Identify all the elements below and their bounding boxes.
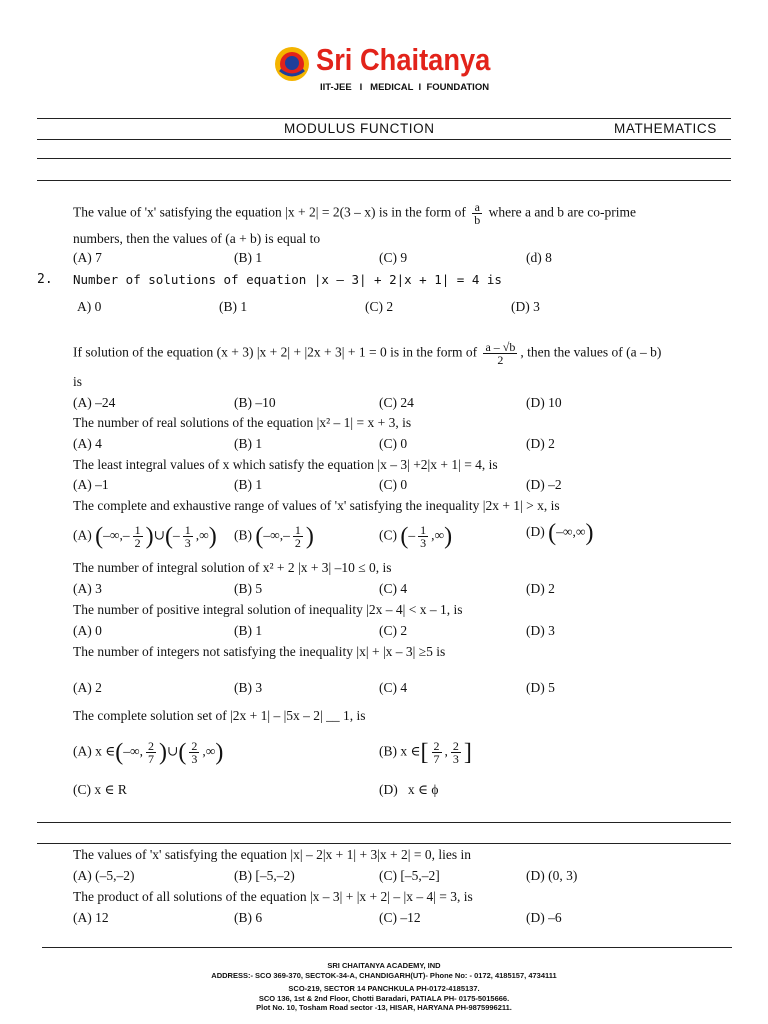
question-8: The number of positive integral solution of inequality |2x – 4| < x – 1, is: [73, 602, 463, 617]
q10-option-b[interactable]: (B) x ∈[ $\frac{2}{7}$ , $\frac{2}{3}$ ]: [379, 739, 472, 766]
q1-option-d[interactable]: (d) 8: [526, 250, 552, 265]
header-rule-1: [37, 158, 731, 159]
q7-option-a[interactable]: (A) 3: [73, 581, 102, 596]
q2-option-d[interactable]: (D) 3: [511, 299, 540, 314]
question-1: The value of 'x' satisfying the equation |x + 2| = 2(3 – x) is in the form of $\frac{a}{b}$ where a and b are co-prime: [73, 200, 636, 227]
fraction-a-b: $\frac{a}{b}$: [474, 200, 481, 227]
q3-option-d[interactable]: (D) 10: [526, 395, 562, 410]
header-rule-2: [37, 180, 731, 181]
q2-option-c[interactable]: (C) 2: [365, 299, 394, 314]
q6-option-c[interactable]: (C) (– $\frac{1}{3}$ ,∞): [379, 523, 453, 550]
header-rule-top: [37, 118, 731, 119]
q7-option-d[interactable]: (D) 2: [526, 581, 555, 596]
brand-name: Sri Chaitanya: [316, 42, 491, 77]
question-12: The product of all solutions of the equation |x – 3| + |x + 2| – |x – 4| = 3, is: [73, 889, 473, 904]
q10-option-a[interactable]: (A) x ∈(–∞, $\frac{2}{7}$ )∪( $\frac{2}{3}$ ,∞): [73, 739, 224, 766]
fraction-a-root-b: $\frac{a - √b}{2}$: [485, 340, 516, 367]
q5-option-d[interactable]: (D) –2: [526, 477, 562, 492]
q8-option-a[interactable]: (A) 0: [73, 623, 102, 638]
q2-option-a[interactable]: A) 0: [77, 299, 102, 314]
brand-tagline: IIT-JEE I MEDICAL I FOUNDATION: [320, 82, 490, 93]
question-6: The complete and exhaustive range of values of 'x' satisfying the inequality |2x + 1| > x, is: [73, 498, 560, 513]
topic-title: MODULUS FUNCTION: [284, 121, 435, 136]
question-2-number: 2.: [37, 272, 53, 287]
q11-option-a[interactable]: (A) (–5,–2): [73, 868, 135, 883]
q1-option-a[interactable]: (A) 7: [73, 250, 102, 265]
q11-option-b[interactable]: (B) [–5,–2): [234, 868, 295, 883]
question-1-cont: numbers, then the values of (a + b) is equal to: [73, 231, 321, 246]
brand-logo: [272, 42, 522, 98]
footer-rule: [42, 947, 732, 948]
q9-option-c[interactable]: (C) 4: [379, 680, 408, 695]
question-5: The least integral values of x which satisfy the equation |x – 3| +2|x + 1| = 4, is: [73, 457, 498, 472]
q7-option-c[interactable]: (C) 4: [379, 581, 408, 596]
q2-option-b[interactable]: (B) 1: [219, 299, 248, 314]
question-10: The complete solution set of |2x + 1| – |5x – 2| __ 1, is: [73, 708, 366, 723]
q4-option-a[interactable]: (A) 4: [73, 436, 102, 451]
footer-line-1: SRI CHAITANYA ACADEMY, IND: [327, 961, 441, 970]
subject-title: MATHEMATICS: [614, 121, 717, 136]
q4-option-d[interactable]: (D) 2: [526, 436, 555, 451]
question-2: Number of solutions of equation |x – 3| + 2|x + 1| = 4 is: [73, 272, 502, 287]
q5-option-c[interactable]: (C) 0: [379, 477, 408, 492]
q5-option-a[interactable]: (A) –1: [73, 477, 109, 492]
q7-option-b[interactable]: (B) 5: [234, 581, 263, 596]
header-rule-mid: [37, 139, 731, 140]
q8-option-d[interactable]: (D) 3: [526, 623, 555, 638]
question-11: The values of 'x' satisfying the equation |x| – 2|x + 1| + 3|x + 2| = 0, lies in: [73, 847, 471, 862]
question-4: The number of real solutions of the equation |x² – 1| = x + 3, is: [73, 415, 412, 430]
question-7: The number of integral solution of x² + 2 |x + 3| –10 ≤ 0, is: [73, 560, 392, 575]
q5-option-b[interactable]: (B) 1: [234, 477, 263, 492]
q8-option-c[interactable]: (C) 2: [379, 623, 408, 638]
q12-option-b[interactable]: (B) 6: [234, 910, 263, 925]
q3-option-a[interactable]: (A) –24: [73, 395, 116, 410]
section-rule-1: [37, 822, 731, 823]
q9-option-a[interactable]: (A) 2: [73, 680, 102, 695]
section-rule-2: [37, 843, 731, 844]
question-3-cont: is: [73, 374, 83, 389]
footer-address: [0, 961, 768, 1013]
q12-option-c[interactable]: (C) –12: [379, 910, 421, 925]
q1-option-c[interactable]: (C) 9: [379, 250, 408, 265]
q11-option-c[interactable]: (C) [–5,–2]: [379, 868, 440, 883]
footer-line-2: ADDRESS:- SCO 369-370, SECTOK-34-A, CHANDIGARH(UT)- Phone No: - 0172, 4185157, 4734111: [211, 970, 557, 980]
q4-option-c[interactable]: (C) 0: [379, 436, 408, 451]
footer-line-3: SCO-219, SECTOR 14 PANCHKULA PH-0172-4185137.: [288, 984, 480, 993]
q3-option-c[interactable]: (C) 24: [379, 395, 414, 410]
q11-option-d[interactable]: (D) (0, 3): [526, 868, 578, 883]
q6-option-b[interactable]: (B) (–∞,– $\frac{1}{2}$ ): [234, 523, 314, 550]
q9-option-b[interactable]: (B) 3: [234, 680, 263, 695]
question-3: If solution of the equation (x + 3) |x + 2| + |2x + 3| + 1 = 0 is in the form of $\frac{a - √b}{2}$ , then the values of (a – b): [73, 340, 662, 367]
q8-option-b[interactable]: (B) 1: [234, 623, 263, 638]
q1-option-b[interactable]: (B) 1: [234, 250, 263, 265]
q6-option-a[interactable]: (A) (–∞,– $\frac{1}{2}$ )∪(– $\frac{1}{3}$ ,∞): [73, 523, 217, 550]
question-9: The number of integers not satisfying the inequality |x| + |x – 3| ≥5 is: [73, 644, 446, 659]
chaitanya-emblem-icon: [272, 44, 312, 84]
q12-option-a[interactable]: (A) 12: [73, 910, 109, 925]
footer-line-5: Plot No. 10, Tosham Road sector -13, HISAR, HARYANA PH-9875996211.: [256, 1003, 512, 1012]
q6-option-d[interactable]: (D) (–∞,∞): [526, 519, 594, 546]
q4-option-b[interactable]: (B) 1: [234, 436, 263, 451]
q10-option-d[interactable]: (D) x ∈ ϕ: [379, 782, 439, 797]
q12-option-d[interactable]: (D) –6: [526, 910, 562, 925]
q9-option-d[interactable]: (D) 5: [526, 680, 555, 695]
footer-line-4: SCO 136, 1st & 2nd Floor, Chotti Baradari, PATIALA PH- 0175-5015666.: [258, 993, 510, 1003]
q3-option-b[interactable]: (B) –10: [234, 395, 276, 410]
q10-option-c[interactable]: (C) x ∈ R: [73, 782, 127, 797]
